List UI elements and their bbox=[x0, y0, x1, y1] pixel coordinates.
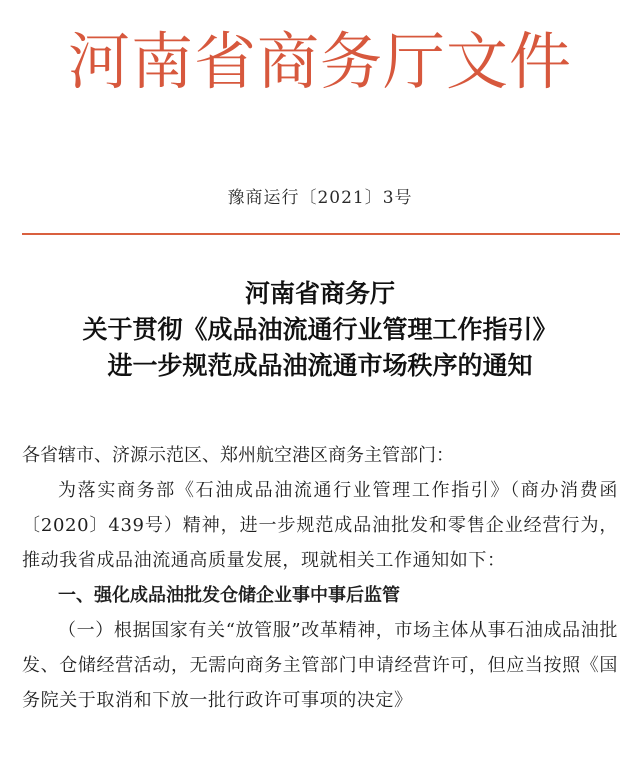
document-title bbox=[0, 276, 640, 384]
salutation: 各省辖市、济源示范区、郑州航空港区商务主管部门： bbox=[22, 445, 454, 466]
title-line-3: 进一步规范成品油流通市场秩序的通知 bbox=[107, 351, 533, 380]
masthead-title: 河南省商务厅文件 bbox=[67, 25, 572, 98]
section-heading-1: 一、强化成品油批发仓储企业事中事后监管 bbox=[58, 585, 400, 606]
paragraph-1: （一）根据国家有关“放管服”改革精神，市场主体从事石油成品油批发、仓储经营活动，无需向商务主管部门申请经营许可，但应当按照《国务院关于取消和下放一批行政许可事项的决定》 bbox=[22, 620, 618, 711]
title-line-2: 关于贯彻《成品油流通行业管理工作指引》 bbox=[82, 315, 558, 344]
header-divider bbox=[22, 233, 620, 235]
document-number: 豫商运行〔2021〕3号 bbox=[227, 188, 413, 208]
document-body bbox=[22, 438, 618, 718]
title-line-1: 河南省商务厅 bbox=[244, 279, 395, 308]
intro-paragraph: 为落实商务部《石油成品油流通行业管理工作指引》（商办消费函〔2020〕439号）精神，进一步规范成品油批发和零售企业经营行为，推动我省成品油流通高质量发展，现就相关工作通知如下： bbox=[22, 480, 618, 571]
